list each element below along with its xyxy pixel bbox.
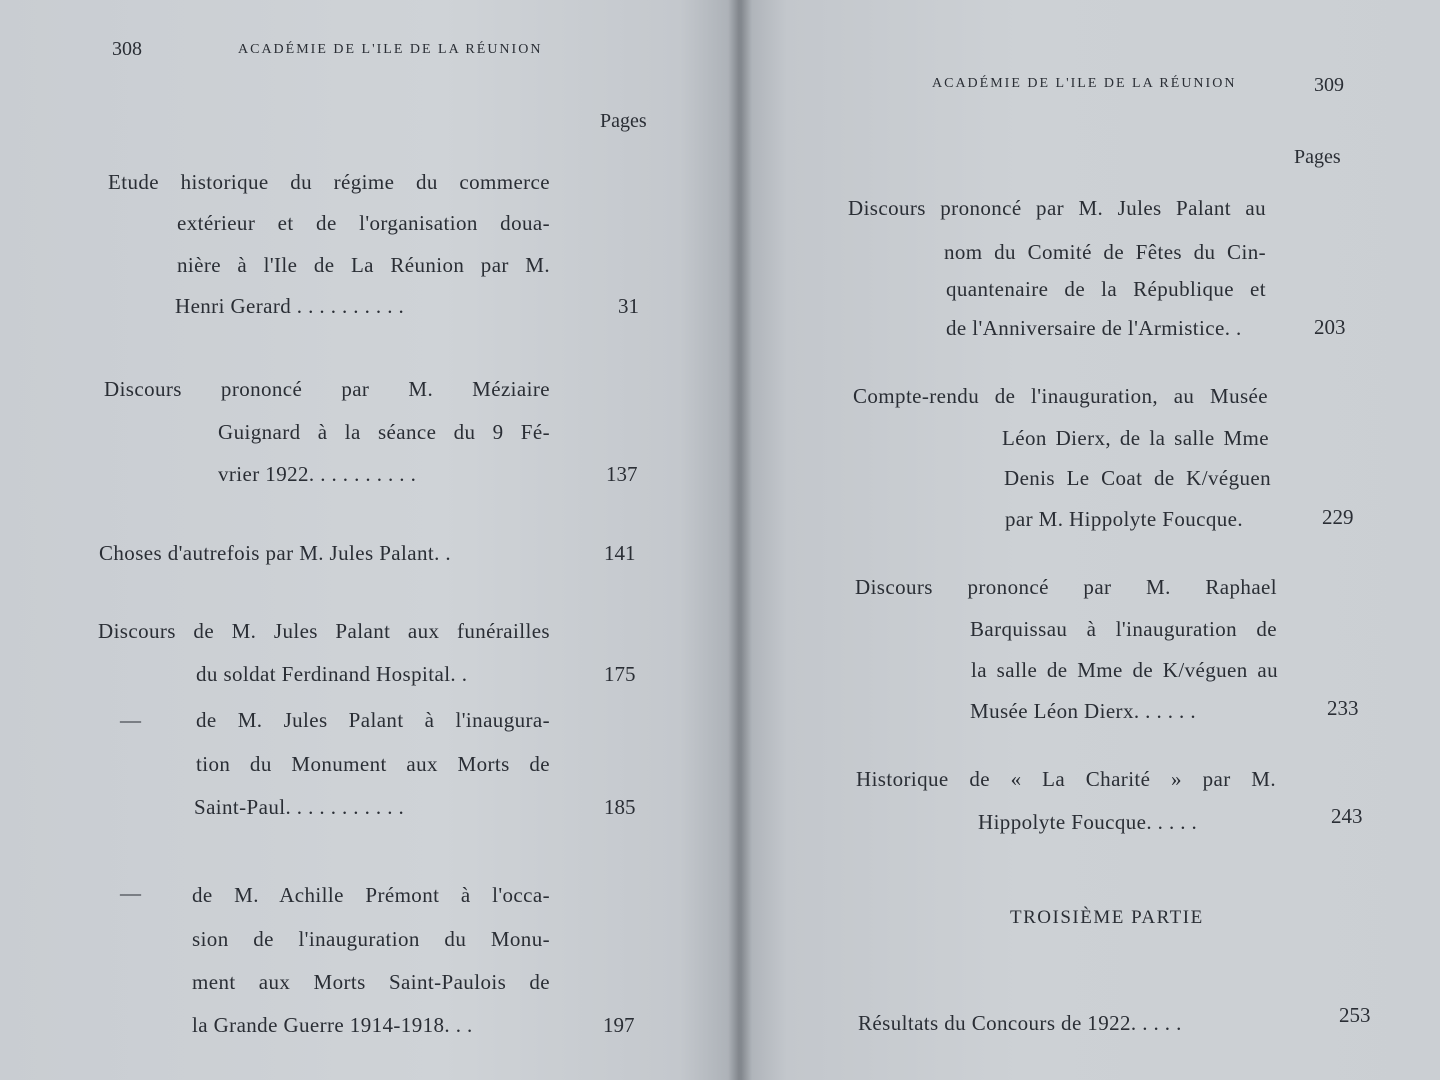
right-page-number: 309 — [1314, 74, 1344, 96]
toc-entry-dash: — — [120, 881, 142, 905]
toc-entry-line: la Grande Guerre 1914-1918. . . — [192, 1013, 473, 1037]
book-gutter — [728, 0, 752, 1080]
toc-entry-line: vrier 1922. . . . . . . . . . — [218, 462, 417, 486]
toc-entry-line: de M. Jules Palant à l'inaugura- — [196, 708, 550, 732]
toc-entry-line: ment aux Morts Saint-Paulois de — [192, 970, 550, 994]
toc-entry-line: Discours prononcé par M. Méziaire — [104, 377, 550, 401]
part-heading: TROISIÈME PARTIE — [1010, 907, 1204, 928]
toc-page-number: 141 — [604, 541, 636, 565]
toc-entry-line: tion du Monument aux Morts de — [196, 752, 550, 776]
toc-entry-line: extérieur et de l'organisation douа- — [177, 211, 550, 235]
toc-entry-line: sion de l'inauguration du Monu- — [192, 927, 550, 951]
toc-page-number: 175 — [604, 662, 636, 686]
toc-page-number: 31 — [618, 294, 639, 318]
toc-entry-line: Barquissau à l'inauguration de — [970, 617, 1277, 641]
toc-entry-line: la salle de Mme de K/véguen au — [971, 658, 1278, 682]
toc-page-number: 203 — [1314, 315, 1346, 339]
toc-entry-line: Choses d'autrefois par M. Jules Palant. . — [99, 541, 452, 565]
left-running-title: ACADÉMIE DE L'ILE DE LA RÉUNION — [238, 42, 543, 57]
toc-entry-line: Denis Le Coat de K/véguen — [1004, 466, 1271, 490]
toc-entry-line: Compte-rendu de l'inauguration, au Musée — [853, 384, 1268, 408]
toc-entry-line: Discours prononcé par M. Raphael — [855, 575, 1277, 599]
left-pages-label: Pages — [600, 110, 647, 132]
toc-entry-line: par M. Hippolyte Foucque. — [1005, 507, 1244, 531]
right-running-title: ACADÉMIE DE L'ILE DE LA RÉUNION — [932, 76, 1237, 91]
toc-entry-line: Historique de « La Charité » par M. — [856, 767, 1276, 791]
toc-entry-dash: — — [120, 708, 142, 732]
toc-page-number: 253 — [1339, 1003, 1371, 1027]
toc-entry-line: Léon Dierx, de la salle Mme — [1002, 426, 1269, 450]
toc-page-number: 137 — [606, 462, 638, 486]
right-page — [738, 0, 1440, 1080]
toc-page-number: 197 — [603, 1013, 635, 1037]
toc-entry-line: Etude historique du régime du commerce — [108, 170, 550, 194]
toc-entry-line: quantenaire de la République et — [946, 277, 1266, 301]
toc-entry-line: Musée Léon Dierx. . . . . . — [970, 699, 1196, 723]
toc-entry-line: de l'Anniversaire de l'Armistice. . — [946, 316, 1242, 340]
toc-entry-line: Hippolyte Foucque. . . . . — [978, 810, 1198, 834]
left-page-number: 308 — [112, 38, 142, 60]
toc-entry-line: Guignard à la séance du 9 Fé- — [218, 420, 550, 444]
toc-page-number: 243 — [1331, 804, 1363, 828]
toc-entry-line: Discours prononcé par M. Jules Palant au — [848, 196, 1266, 220]
toc-entry-line: Résultats du Concours de 1922. . . . . — [858, 1011, 1182, 1035]
toc-entry-line: du soldat Ferdinand Hospital. . — [196, 662, 468, 686]
toc-page-number: 233 — [1327, 696, 1359, 720]
toc-page-number: 229 — [1322, 505, 1354, 529]
toc-entry-line: Saint-Paul. . . . . . . . . . . — [194, 795, 405, 819]
toc-entry-line: nière à l'Ile de La Réunion par M. — [177, 253, 550, 277]
toc-page-number: 185 — [604, 795, 636, 819]
right-pages-label: Pages — [1294, 146, 1341, 168]
toc-entry-line: de M. Achille Prémont à l'occa- — [192, 883, 550, 907]
toc-entry-line: Henri Gerard . . . . . . . . . . — [175, 294, 405, 318]
toc-entry-line: Discours de M. Jules Palant aux funérailles — [98, 619, 550, 643]
toc-entry-line: nom du Comité de Fêtes du Cin- — [944, 240, 1266, 264]
